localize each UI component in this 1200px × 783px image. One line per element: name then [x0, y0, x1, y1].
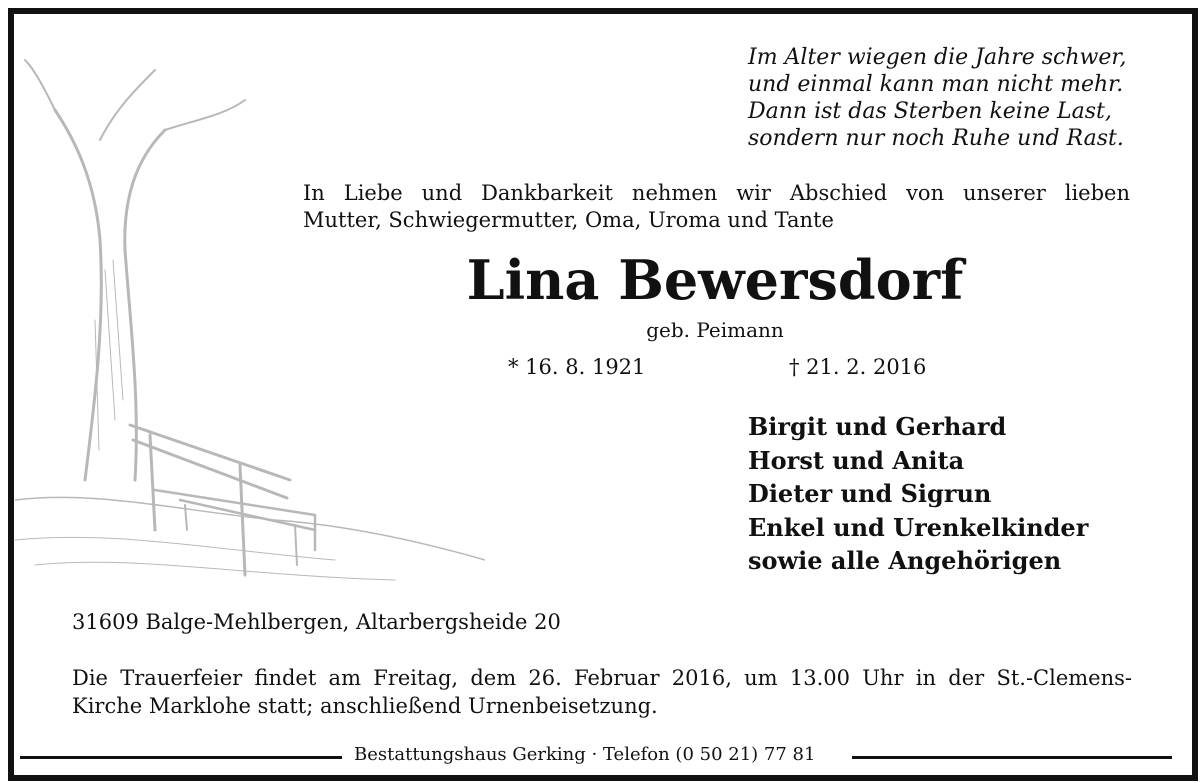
funeral-home-contact: Bestattungshaus Gerking · Telefon (0 50 21) 77 81 [354, 744, 816, 765]
intro-line: In Liebe und Dankbarkeit nehmen wir Abschied von unserer lieben [303, 181, 1130, 205]
footer-rule-left [20, 756, 342, 759]
poem-line: Dann ist das Sterben keine Last, [748, 99, 1112, 124]
service-line: Kirche Marklohe statt; anschließend Urnenbeisetzung. [72, 694, 658, 718]
death-date: † 21. 2. 2016 [789, 355, 927, 379]
poem-line: sondern nur noch Ruhe und Rast. [748, 126, 1124, 151]
service-info [72, 664, 1132, 720]
poem-line: Im Alter wiegen die Jahre schwer, [748, 45, 1127, 70]
intro-line: Mutter, Schwiegermutter, Oma, Uroma und Tante [303, 208, 834, 232]
family-member: Horst und Anita [748, 445, 965, 475]
birth-date: * 16. 8. 1921 [508, 355, 646, 379]
intro-text [303, 180, 1130, 234]
footer [0, 744, 1200, 770]
poem [748, 44, 1126, 152]
family-list [748, 410, 1088, 578]
birth-name: geb. Peimann [646, 318, 784, 342]
address: 31609 Balge-Mehlbergen, Altarbergsheide 20 [72, 610, 561, 634]
family-member: Birgit und Gerhard [748, 412, 1007, 441]
poem-line: und einmal kann man nicht mehr. [748, 72, 1124, 97]
family-member: sowie alle Angehörigen [748, 546, 1062, 575]
service-line: Die Trauerfeier findet am Freitag, dem 26. Februar 2016, um 13.00 Uhr in der St.-Clemens- [72, 666, 1132, 690]
footer-rule-right [852, 756, 1172, 759]
family-member: Dieter und Sigrun [748, 479, 992, 508]
deceased-name: Lina Bewersdorf [466, 248, 964, 312]
family-member: Enkel und Urenkelkinder [748, 512, 1089, 542]
